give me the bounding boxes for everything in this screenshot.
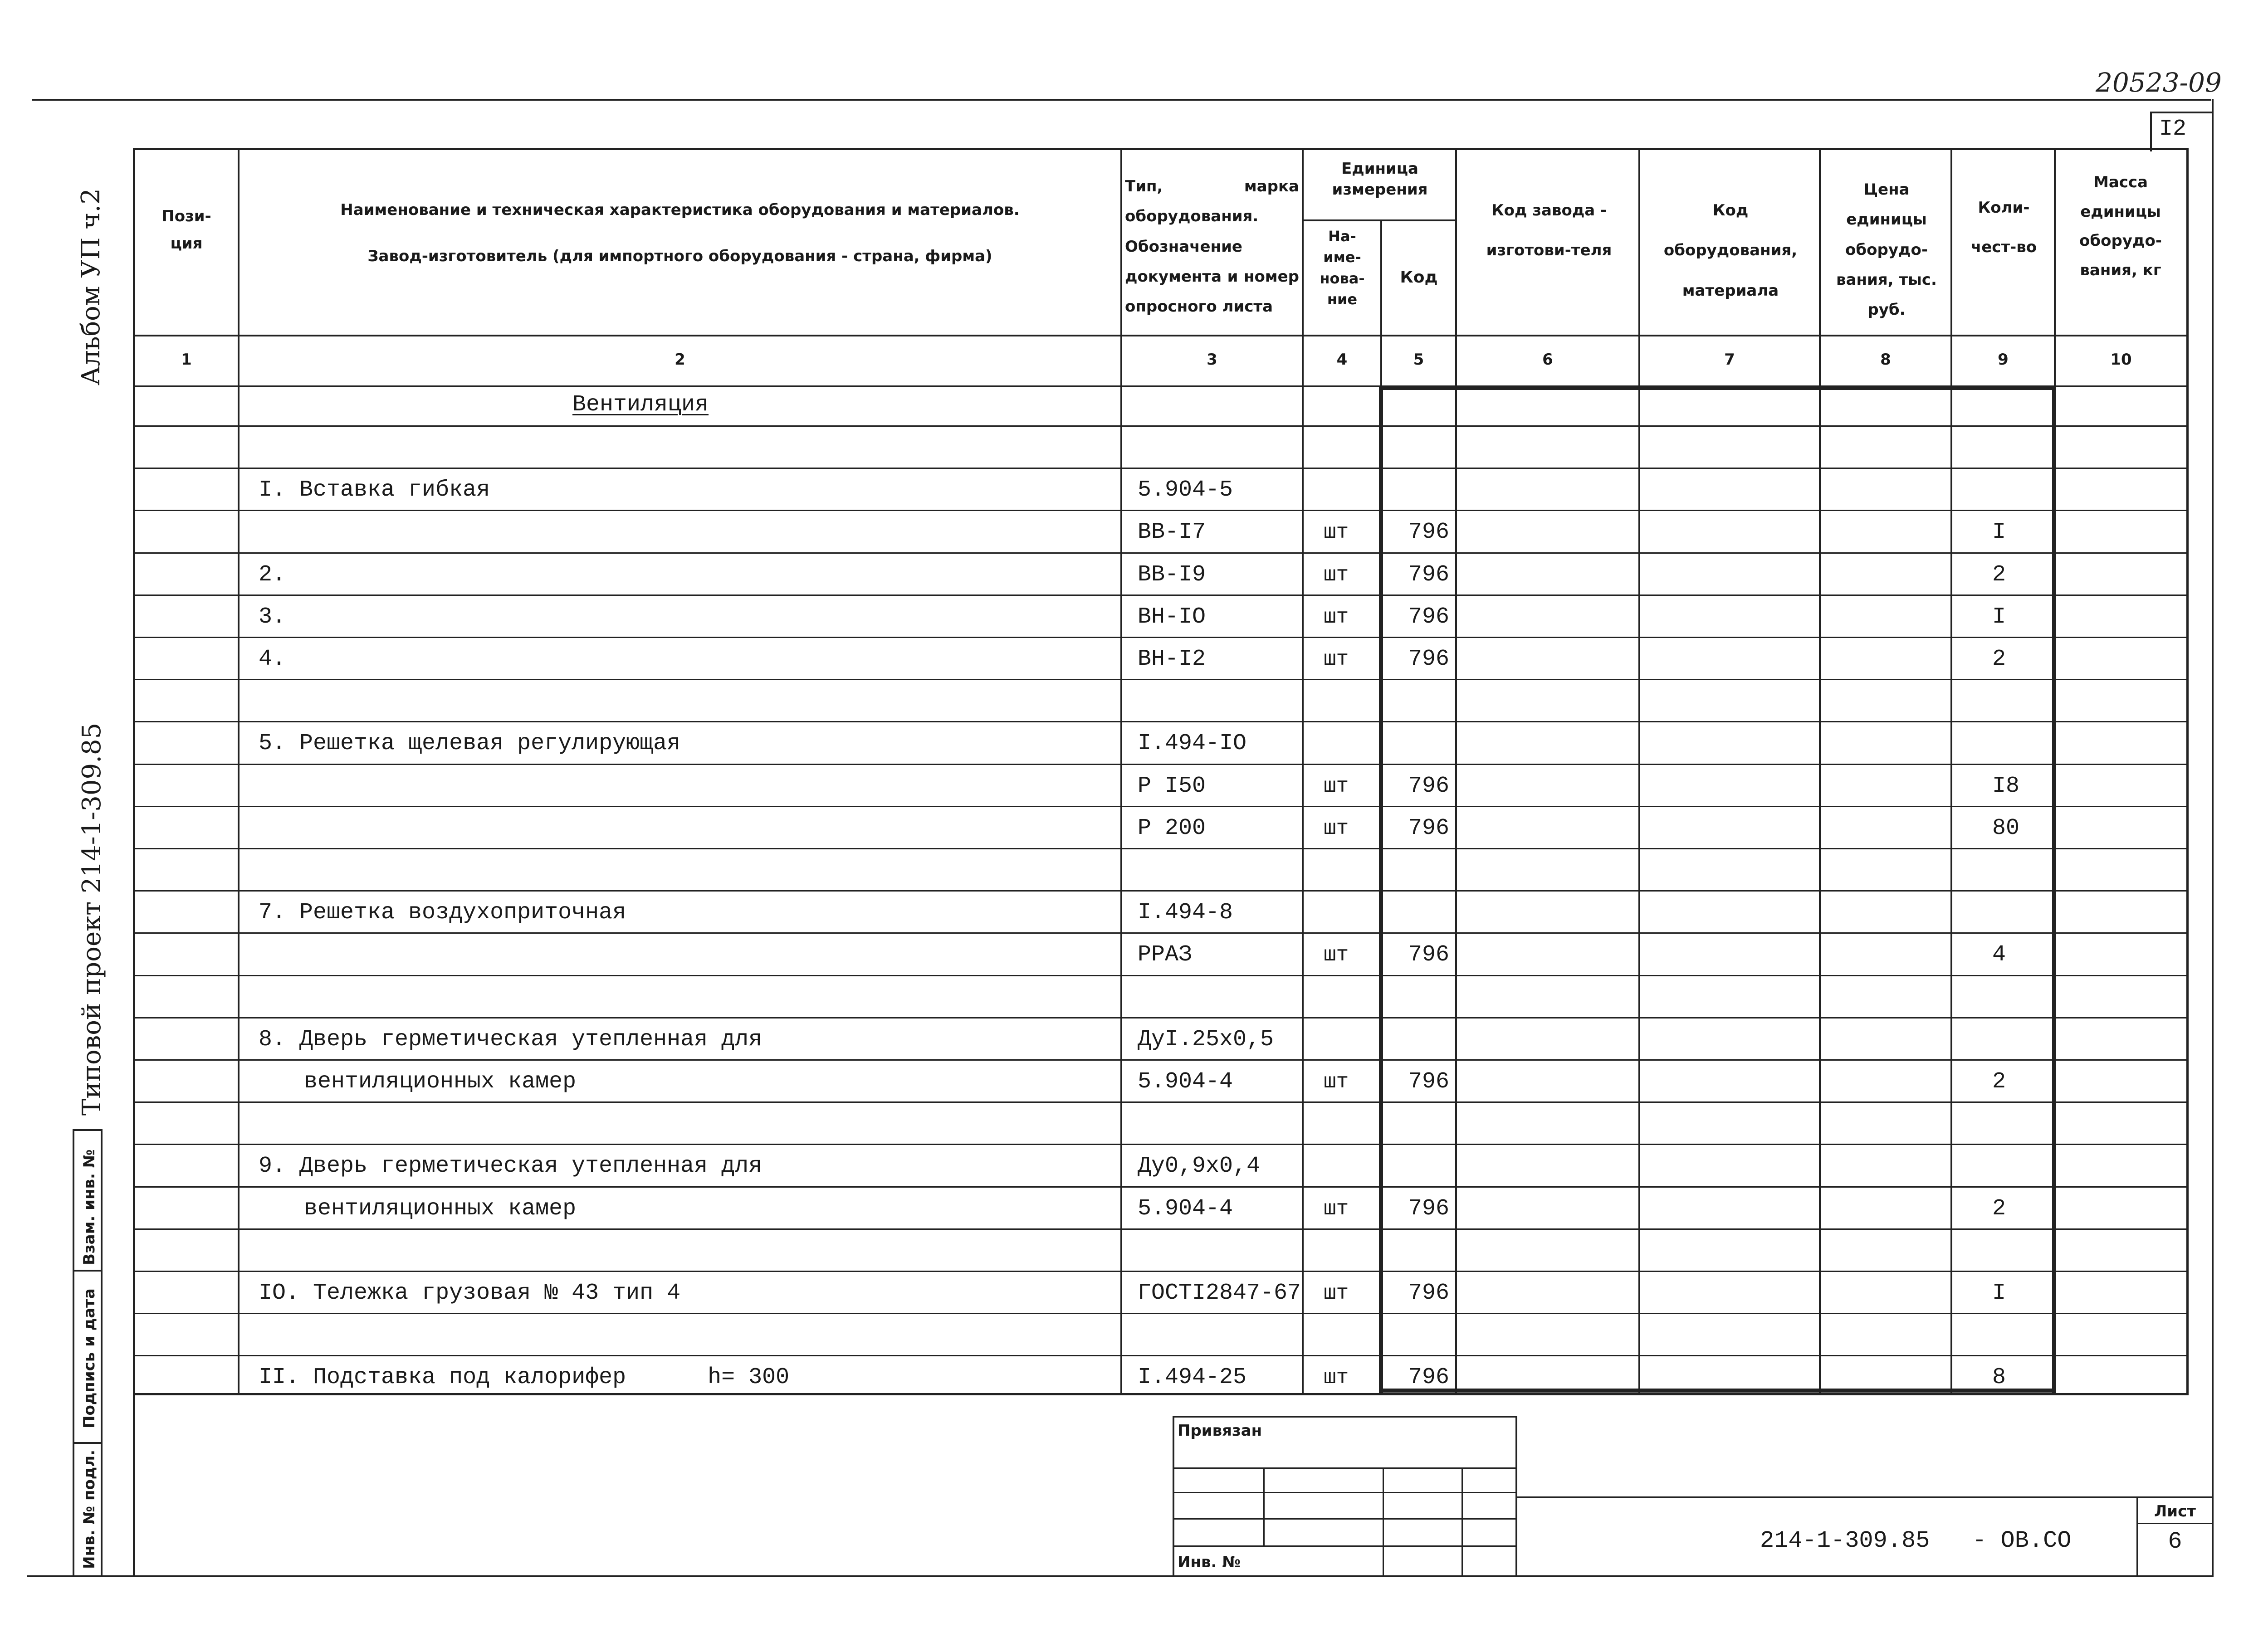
stamp-designation: 214-1-309.85 - ОВ.СО — [1760, 1527, 2072, 1554]
col-number: 2 — [675, 351, 685, 369]
header-equip-code: Код оборудования, материала — [1663, 201, 1798, 300]
header-name-line2: Завод-изготовитель (для импортного оборудования - страна, фирма) — [367, 247, 992, 265]
stamp-field-signature: Подпись и дата — [80, 1288, 98, 1428]
col-number: 9 — [1998, 351, 2009, 369]
row-quantity: I — [1992, 604, 2006, 630]
header-mass: Масса единицы оборудо-вания, кг — [2079, 173, 2162, 279]
top-rule — [32, 99, 2211, 101]
row-unit: шт — [1324, 943, 1349, 967]
header-position: Пози- ция — [161, 207, 211, 253]
row-unit-code: 796 — [1408, 1280, 1450, 1306]
row-type: 5.904-4 — [1138, 1069, 1233, 1095]
row-unit-code: 796 — [1408, 604, 1450, 630]
sheet-corner-number: I2 — [2159, 116, 2187, 142]
row-name: II. Подставка под калорифер h= 300 — [259, 1364, 790, 1390]
header-unit-code: Код — [1400, 268, 1438, 287]
header-plant-code: Код завода - изготови-теля — [1486, 201, 1612, 260]
row-name: 2. — [259, 562, 286, 588]
doc-number-handwritten: 20523-09 — [2096, 67, 2222, 98]
row-type: ВВ-I9 — [1138, 562, 1206, 588]
row-unit: шт — [1324, 1070, 1349, 1094]
row-type: I.494-IО — [1138, 731, 1247, 756]
row-unit-code: 796 — [1408, 773, 1450, 799]
row-type: 5.904-4 — [1138, 1196, 1233, 1222]
row-unit: шт — [1324, 1282, 1349, 1305]
row-type: Р I50 — [1138, 773, 1206, 799]
row-type: ВН-IО — [1138, 604, 1206, 630]
row-quantity: 8 — [1992, 1364, 2006, 1390]
header-name-line1: Наименование и техническая характеристика оборудования и материалов. — [340, 201, 1020, 219]
row-unit: шт — [1324, 817, 1349, 840]
row-name: 7. Решетка воздухоприточная — [259, 900, 626, 926]
row-unit-code: 796 — [1408, 519, 1450, 545]
col-number: 5 — [1413, 351, 1424, 369]
row-unit: шт — [1324, 605, 1349, 629]
row-type: РРАЗ — [1138, 942, 1193, 968]
row-type: ВН-I2 — [1138, 646, 1206, 672]
col-number: 7 — [1724, 351, 1735, 369]
row-name: 5. Решетка щелевая регулирующая — [259, 731, 681, 756]
row-type: Ду0,9х0,4 — [1138, 1153, 1261, 1179]
header-unit-name: На- име- нова- ние — [1320, 228, 1365, 308]
stamp-field-inv-podl: Инв. № подл. — [80, 1449, 98, 1569]
row-name: 8. Дверь герметическая утепленная для — [259, 1027, 763, 1053]
row-unit-code: 796 — [1408, 562, 1450, 588]
header-quantity: Коли-чест-во — [1970, 199, 2037, 256]
row-unit: шт — [1324, 521, 1349, 544]
row-name: вентиляционных камер — [304, 1069, 577, 1095]
row-quantity: 80 — [1992, 815, 2020, 841]
row-unit: шт — [1324, 648, 1349, 671]
row-type: I.494-8 — [1138, 900, 1233, 926]
header-type: Тип, марка оборудования. Обозначение документа и номер опросного листа — [1125, 177, 1299, 316]
stamp-sheet-value: 6 — [2168, 1528, 2182, 1555]
row-quantity: 2 — [1992, 1196, 2006, 1222]
project-label: Типовой проект 214-1-309.85 — [77, 722, 107, 1116]
row-unit-code: 796 — [1408, 942, 1450, 968]
col-number: 8 — [1880, 351, 1891, 369]
col-number: 6 — [1542, 351, 1553, 369]
album-label: Альбом УП ч.2 — [76, 188, 106, 385]
row-unit-code: 796 — [1408, 646, 1450, 672]
row-unit-code: 796 — [1408, 1069, 1450, 1095]
row-type: 5.904-5 — [1138, 477, 1233, 503]
row-quantity: I — [1992, 1280, 2006, 1306]
row-name: вентиляционных камер — [304, 1196, 577, 1222]
stamp-field-inv-vzam: Взам. инв. № — [80, 1149, 98, 1265]
section-title: Вентиляция — [572, 392, 709, 418]
row-quantity: 2 — [1992, 562, 2006, 588]
row-unit: шт — [1324, 775, 1349, 798]
row-quantity: 4 — [1992, 942, 2006, 968]
col-number: 10 — [2110, 351, 2132, 369]
row-unit: шт — [1324, 1366, 1349, 1389]
row-unit-code: 796 — [1408, 1196, 1450, 1222]
row-unit-code: 796 — [1408, 815, 1450, 841]
row-name: IО. Тележка грузовая № 43 тип 4 — [259, 1280, 681, 1306]
row-type: ДуI.25х0,5 — [1138, 1027, 1274, 1053]
row-type: ГОСТI2847-67 — [1138, 1280, 1301, 1306]
col-number: 3 — [1207, 351, 1217, 369]
stamp-inv-no: Инв. № — [1178, 1553, 1241, 1571]
row-type: Р 200 — [1138, 815, 1206, 841]
row-unit-code: 796 — [1408, 1364, 1450, 1390]
row-quantity: 2 — [1992, 1069, 2006, 1095]
row-type: I.494-25 — [1138, 1364, 1247, 1390]
row-unit: шт — [1324, 563, 1349, 587]
row-type: ВВ-I7 — [1138, 519, 1206, 545]
row-name: 4. — [259, 646, 286, 672]
row-quantity: I — [1992, 519, 2006, 545]
col-number: 4 — [1336, 351, 1348, 369]
stamp-sheet-label: Лист — [2154, 1502, 2196, 1520]
row-name: 9. Дверь герметическая утепленная для — [259, 1153, 763, 1179]
header-unit: Единица измерения — [1332, 160, 1428, 199]
row-name: I. Вставка гибкая — [259, 477, 490, 503]
row-name: 3. — [259, 604, 286, 630]
row-quantity: 2 — [1992, 646, 2006, 672]
row-unit: шт — [1324, 1197, 1349, 1221]
header-price: Цена единицы оборудо-вания, тыс. руб. — [1836, 180, 1937, 319]
col-number: 1 — [181, 351, 192, 369]
stamp-privyazan: Привязан — [1178, 1422, 1262, 1440]
row-quantity: I8 — [1992, 773, 2020, 799]
